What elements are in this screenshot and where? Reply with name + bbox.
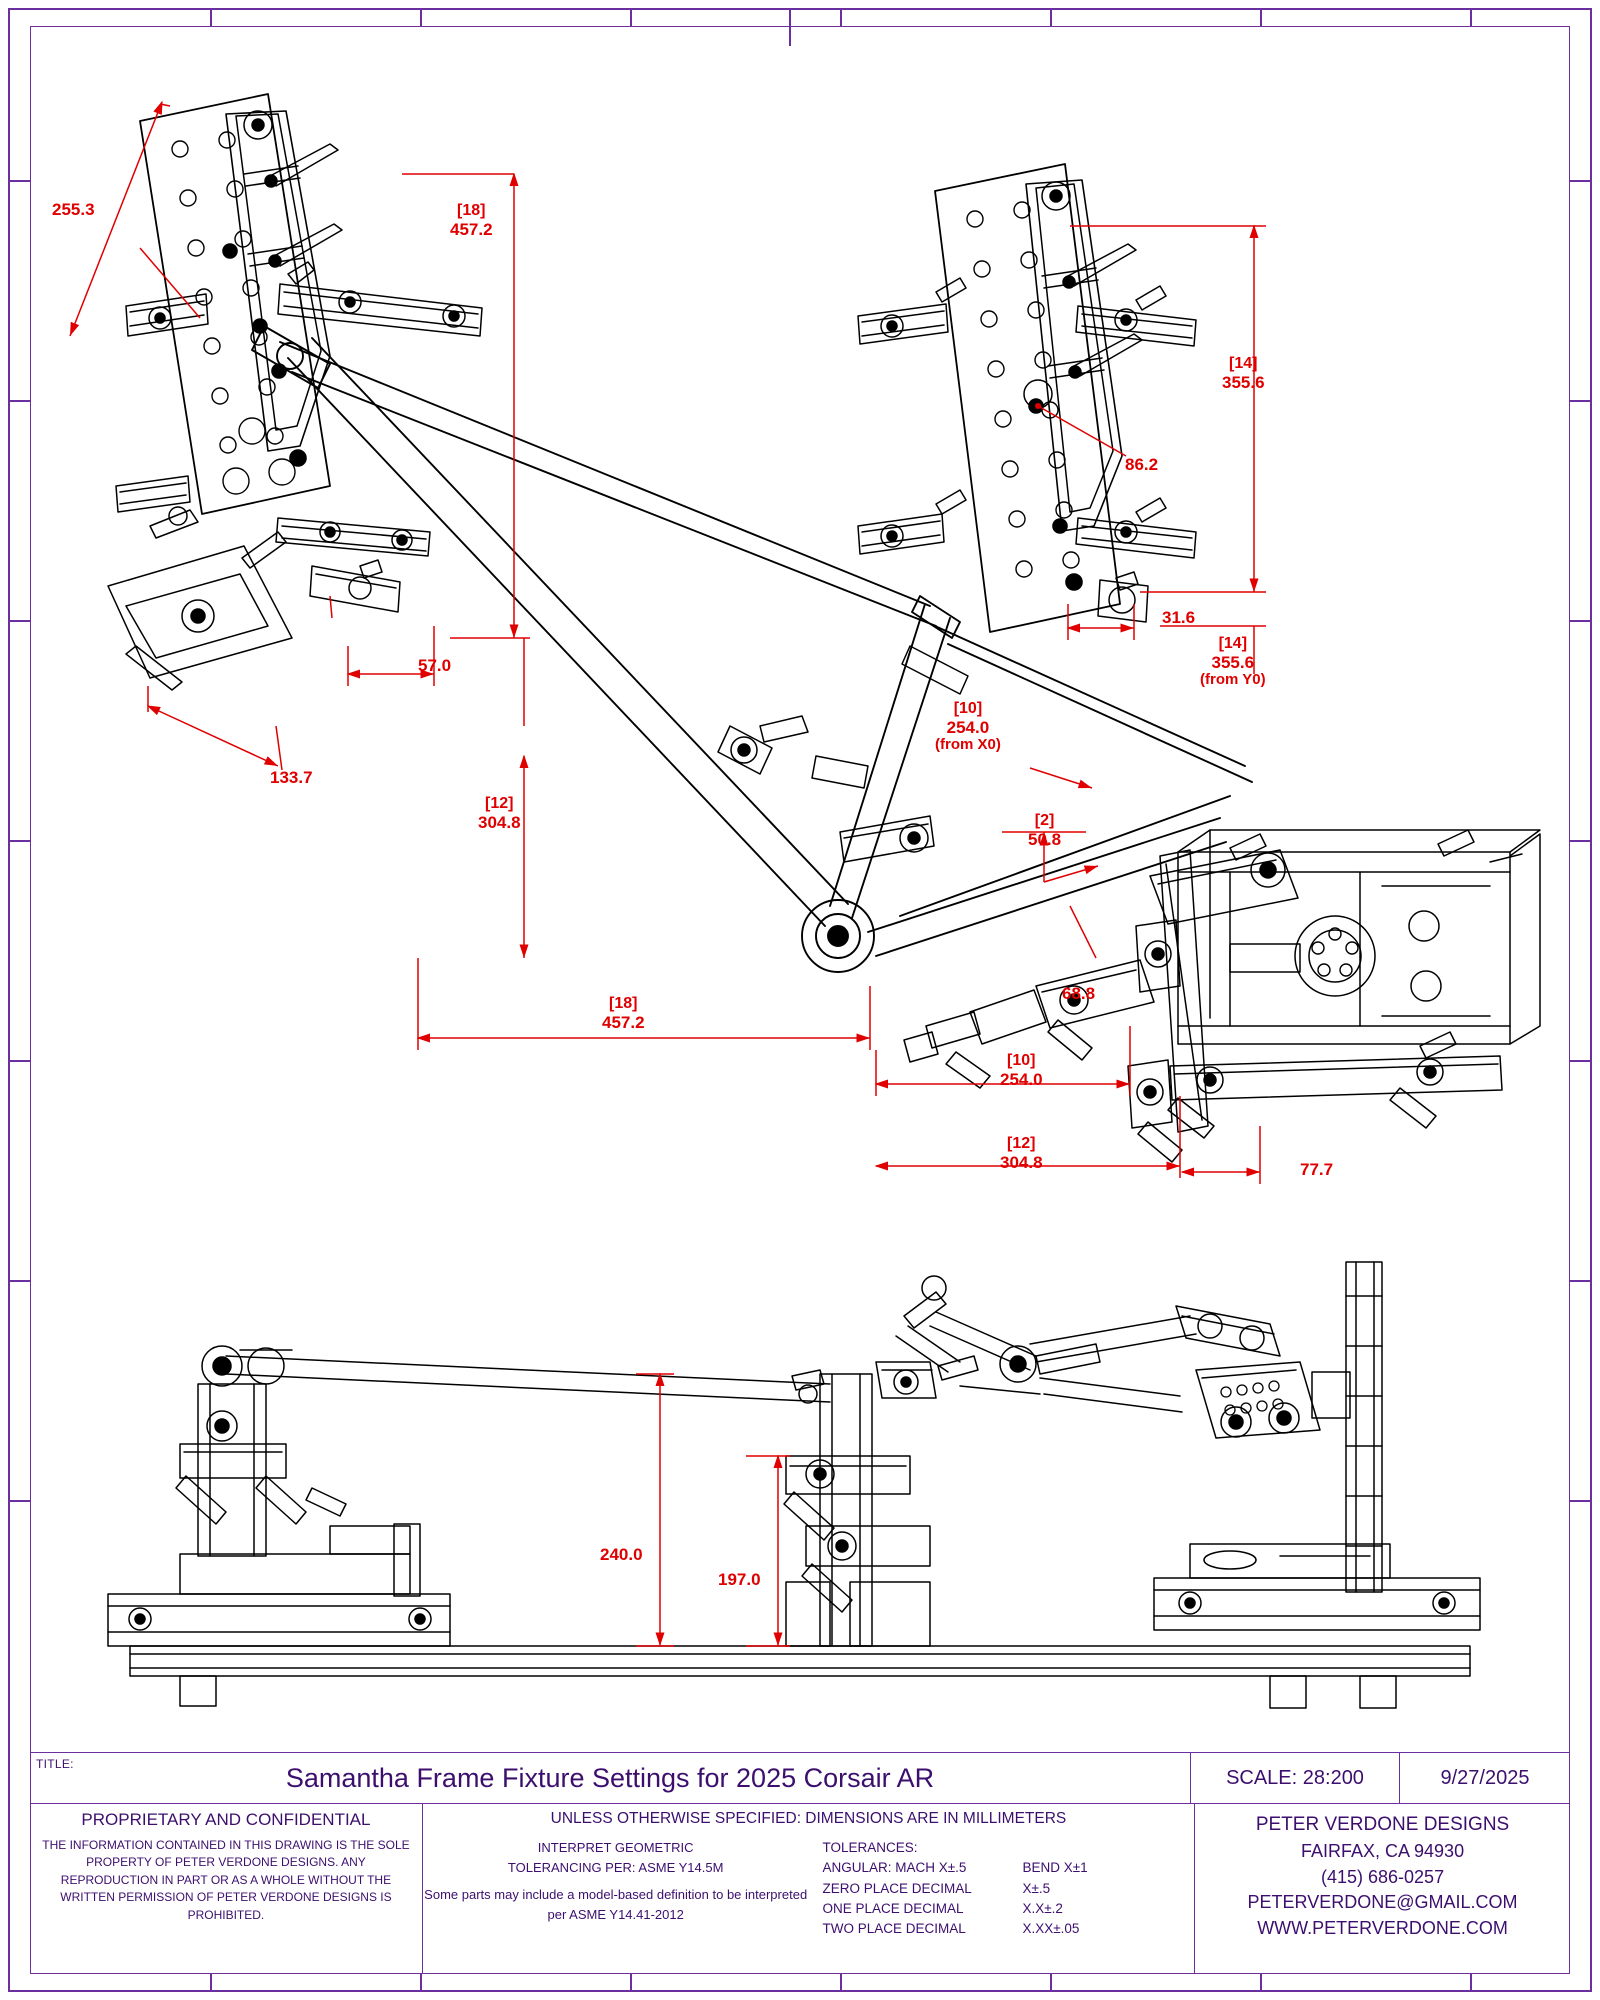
company-block (1195, 1804, 1570, 1974)
zone-tick (420, 1974, 422, 1992)
units-note: UNLESS OTHERWISE SPECIFIED: DIMENSIONS ARE IN MILLIMETERS (550, 1810, 1067, 1827)
tolerance-row (822, 1858, 1194, 1878)
title-cell (30, 1753, 1191, 1803)
tolerance-value: X.XX±.05 (1022, 1921, 1080, 1936)
tolerances-block (808, 1838, 1194, 1939)
dim-14-355-6-upper: [14] 355.6 (1222, 355, 1265, 392)
zone-tick (1570, 1500, 1592, 1502)
tolerances-heading: TOLERANCES: (822, 1840, 918, 1855)
zone-tick (1470, 1974, 1472, 1992)
tolerance-label: ZERO PLACE DECIMAL (822, 1880, 972, 1896)
dim-240-0: 240.0 (600, 1545, 643, 1564)
interpretation-notes (423, 1838, 809, 1939)
date-field: 9/27/2025 (1440, 1766, 1530, 1789)
dim-14-355-6-from-y0: [14] 355.6 (from Y0) (1200, 635, 1266, 688)
zone-tick (1570, 840, 1592, 842)
company-email: PETERVERDONE@GMAIL.COM (1247, 1892, 1518, 1913)
dim-18-457-2-bottom: [18] 457.2 (602, 995, 645, 1032)
zone-tick (630, 8, 632, 26)
proprietary-heading: PROPRIETARY AND CONFIDENTIAL (81, 1810, 371, 1829)
company-phone: (415) 686-0257 (1320, 1866, 1445, 1887)
zone-tick (1260, 1974, 1262, 1992)
left-clamp-arm (226, 111, 342, 451)
zone-tick (210, 8, 212, 26)
scale-field: SCALE: 28:200 (1191, 1753, 1400, 1803)
dim-86-2: 86.2 (1125, 455, 1159, 474)
dim-10-254-0: [10] 254.0 (1000, 1052, 1043, 1089)
title-block (30, 1752, 1570, 1974)
company-city: FAIRFAX, CA 94930 (1300, 1840, 1465, 1861)
company-name: PETER VERDONE DESIGNS (1255, 1814, 1510, 1835)
drawing-area (30, 26, 1570, 1750)
tolerance-label: TWO PLACE DECIMAL (822, 1921, 966, 1936)
zone-tick (8, 1280, 30, 1282)
zone-tick (8, 620, 30, 622)
notes-cell (423, 1804, 1195, 1974)
zone-tick (1570, 620, 1592, 622)
tolerance-row (822, 1879, 1194, 1899)
proprietary-notice (30, 1804, 423, 1974)
zone-tick (420, 8, 422, 26)
zone-tick (8, 1500, 30, 1502)
tolerance-value: X.X±.2 (1022, 1900, 1063, 1916)
zone-tick (8, 180, 30, 182)
dim-68-8: 68.8 (1062, 984, 1096, 1003)
company-website: WWW.PETERVERDONE.COM (1257, 1917, 1508, 1938)
left-cross-rails (116, 262, 482, 556)
dim-18-457-2-top: [18] 457.2 (450, 202, 493, 239)
tolerance-label: ONE PLACE DECIMAL (822, 1900, 964, 1916)
tolerance-row (822, 1899, 1194, 1919)
bicycle-frame (252, 326, 1252, 972)
left-fixture-plate (140, 94, 330, 514)
dim-57-0: 57.0 (418, 656, 452, 675)
dim-2-50-8: [2] 50.8 (1028, 812, 1062, 849)
tolerance-value: X±.5 (1022, 1880, 1051, 1896)
tolerance-label: ANGULAR: MACH X±.5 (822, 1860, 967, 1876)
right-clamp-arm (1026, 180, 1142, 531)
zone-tick (1570, 400, 1592, 402)
dim-10-254-0-from-x0: [10] 254.0 (from X0) (935, 700, 1001, 753)
zone-tick (1050, 8, 1052, 26)
zone-tick (630, 1974, 632, 1992)
zone-tick (840, 1974, 842, 1992)
dim-31-6: 31.6 (1162, 608, 1196, 627)
dim-12-304-8-left: [12] 304.8 (478, 795, 521, 832)
zone-tick (1570, 1280, 1592, 1282)
zone-tick (8, 1060, 30, 1062)
dim-197-0: 197.0 (718, 1570, 761, 1589)
model-note: Some parts may include a model-based definition to be interpreted per ASME Y14.41-2012 (424, 1887, 808, 1922)
side-elevation-view (108, 1262, 1480, 1708)
zone-tick (8, 400, 30, 402)
zone-tick (1570, 1060, 1592, 1062)
zone-tick (1050, 1974, 1052, 1992)
interpret-line-1: INTERPRET GEOMETRIC (537, 1840, 694, 1855)
drawing-title: Samantha Frame Fixture Settings for 2025 Corsair AR (285, 1762, 935, 1793)
right-fixture-plate (935, 164, 1120, 632)
interpret-line-2: TOLERANCING PER: ASME Y14.5M (507, 1859, 724, 1875)
left-lower-clamp (108, 507, 292, 690)
dim-12-304-8-bottom: [12] 304.8 (1000, 1135, 1043, 1172)
dim-133-7: 133.7 (270, 768, 313, 787)
zone-tick (1570, 180, 1592, 182)
proprietary-body: THE INFORMATION CONTAINED IN THIS DRAWING IS THE SOLE PROPERTY OF PETER VERDONE DESIGNS. ANY REPRODUCTION IN PART OR AS A WHOLE WITHOUT THE WRITTEN PERMISSION OF PETER VERDONE DESIGNS IS PROHIBITED. (42, 1838, 410, 1922)
zone-tick (210, 1974, 212, 1992)
right-cross-rails (858, 278, 1196, 558)
frame-tube-clamps (718, 646, 968, 862)
zone-tick (840, 8, 842, 26)
dim-255-3: 255.3 (52, 200, 95, 219)
tolerance-row (822, 1919, 1194, 1939)
zone-tick (8, 840, 30, 842)
zone-tick (1470, 8, 1472, 26)
left-plate-base-bracket (310, 560, 400, 612)
title-label: TITLE: (36, 1757, 74, 1771)
right-base-block (1168, 830, 1540, 1138)
rear-dropout-fixture (904, 850, 1298, 1162)
zone-tick (1260, 8, 1262, 26)
right-plate-pin-block (1098, 572, 1148, 622)
dim-77-7: 77.7 (1300, 1160, 1334, 1179)
tolerance-value: BEND X±1 (1022, 1860, 1088, 1876)
